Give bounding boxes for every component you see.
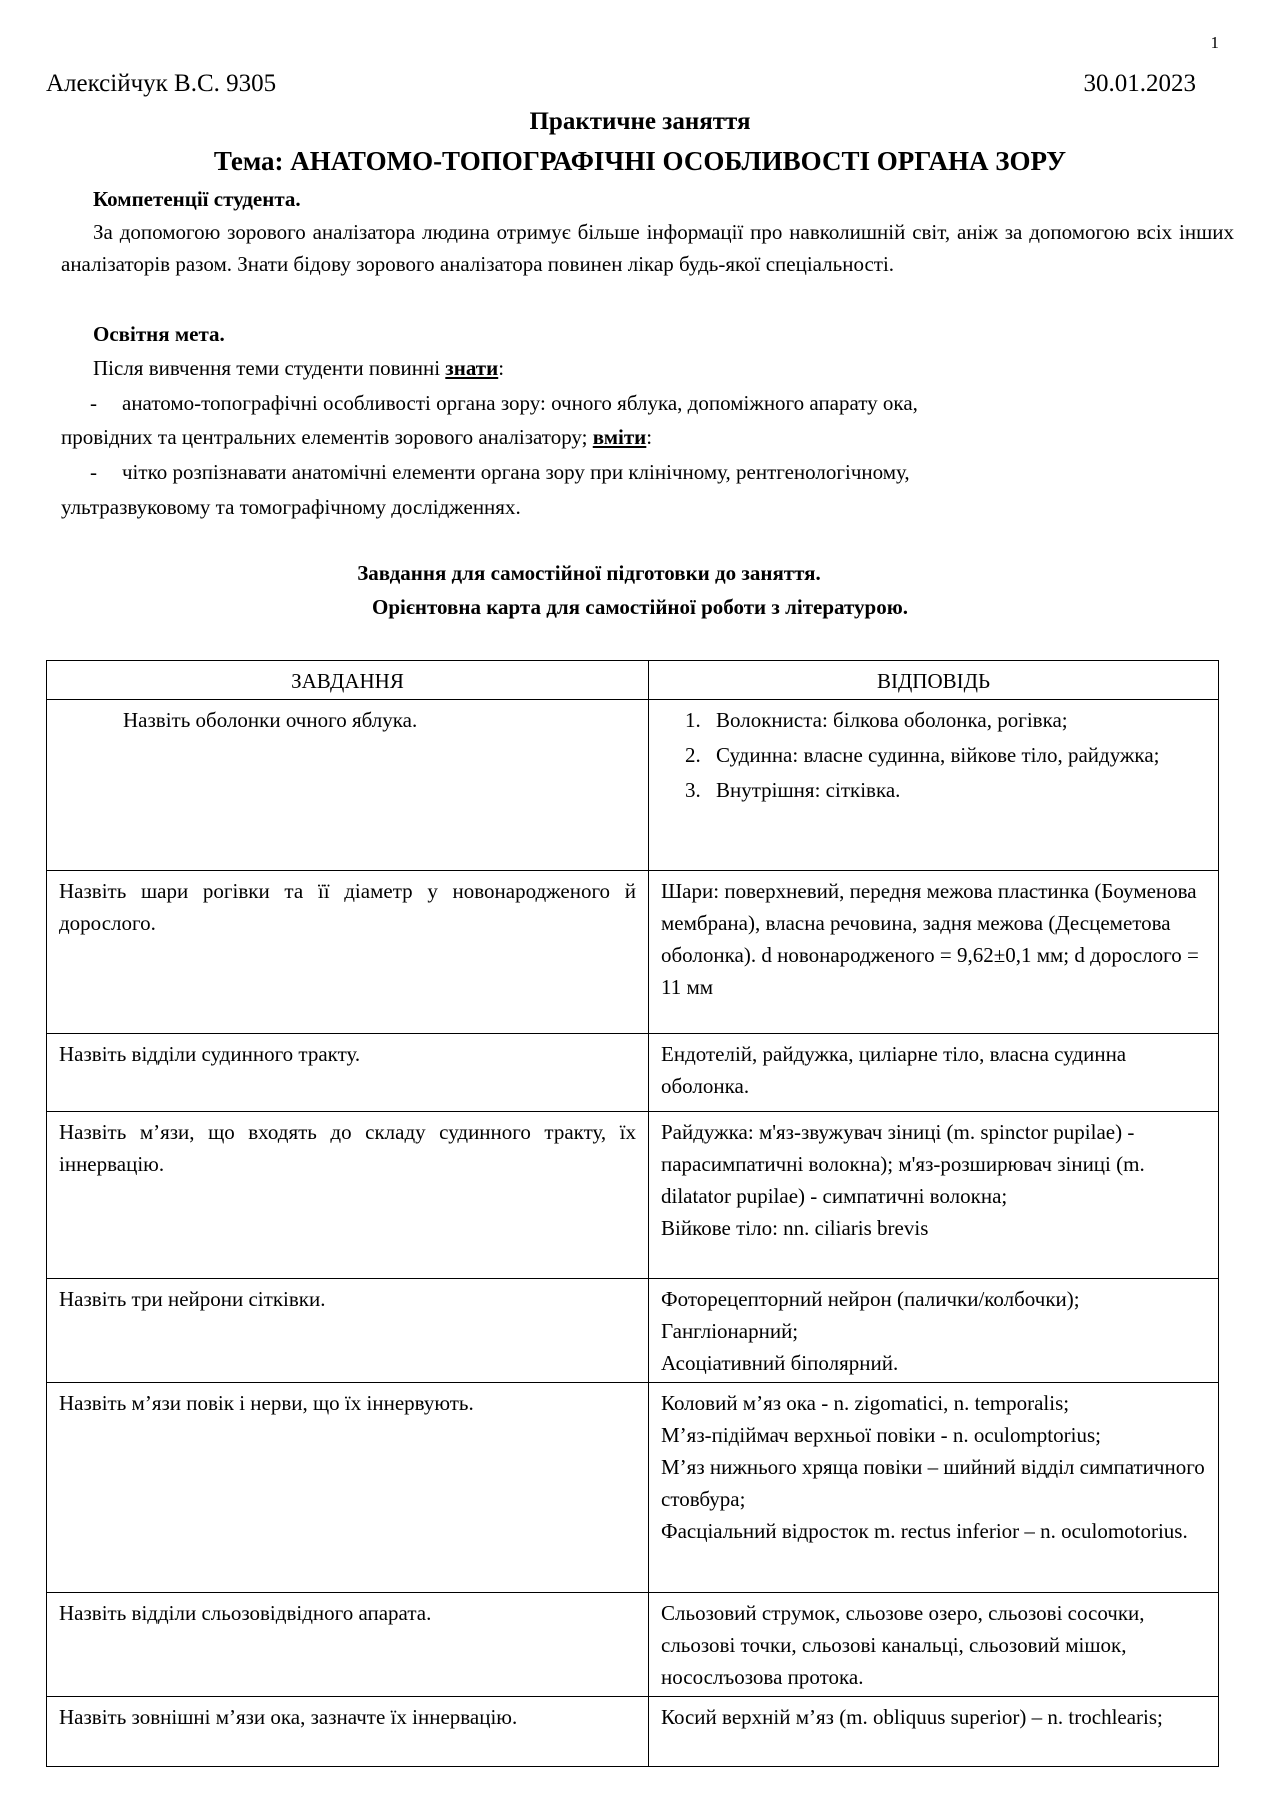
table-row [47,1383,1219,1593]
answer-cell [649,1279,1219,1383]
list-item: 2. Судинна: власне судинна, війкове тіло, райдужка; [706,739,1206,771]
can-dash: - [90,460,97,484]
table-header-row [47,661,1219,700]
can-item: чітко розпізнавати анатомічні елементи органа зору при клінічному, рентгенологічному, [122,460,910,484]
document-topic: Тема: АНАТОМО-ТОПОГРАФІЧНІ ОСОБЛИВОСТІ ОРГАНА ЗОРУ [213,146,1067,176]
answer-cell: Шари: поверхневий, передня межова пластинка (Боуменова мембрана), власна речовина, задня межова (Десцеметова оболонка). d новонародженого = 9,62±0,1 мм; d дорослого = 11 мм [649,871,1219,1034]
table-row [47,871,1219,1034]
goal-heading: Освітня мета. [93,322,225,346]
know-item-cont-line [61,421,652,453]
question-cell: Назвіть м’язи повік і нерви, що їх іннервують. [47,1383,649,1593]
answer-line: Асоціативний біполярний. [661,1351,899,1375]
question-cell: Назвіть м’язи, що входять до складу судинного тракту, їх іннервацію. [47,1112,649,1279]
question-cell: Назвіть відділи сльозовідвідного апарата. [47,1593,649,1697]
answer-line: Гангліонарний; [661,1319,799,1343]
goal-intro-line [93,352,504,384]
answer-cell: Сльозовий струмок, сльозове озеро, сльозові сосочки, сльозові точки, сльозові канальці, сльозовий мішок, носослъозова протока. [649,1593,1219,1697]
answer-cell [649,1112,1219,1279]
answer-cell: Косий верхній м’яз (m. obliquus superior) – n. trochlearis; [649,1697,1219,1767]
answer-cell [649,700,1219,871]
table-row [47,1697,1219,1767]
can-item-cont: ультразвуковому та томографічному дослідженнях. [61,495,521,519]
know-item: анатомо-топографічні особливості органа зору: очного яблука, допоміжного апарату ока, [122,391,918,415]
question-cell: Назвіть шари рогівки та її діаметр у новонародженого й дорослого. [47,871,649,1034]
tasks-heading: Завдання для самостійної підготовки до заняття. [357,561,821,585]
know-colon: : [498,356,505,380]
document-title: Практичне заняття [529,108,751,135]
answer-line: Райдужка: м'яз-звужувач зіниці (m. spinctor pupilae) - парасимпатичні волокна); м'яз-розширювач зіниці (m. dilatator pupilae) - симпатичні волокна; [661,1120,1145,1208]
map-heading: Орієнтовна карта для самостійної роботи з літературою. [372,595,908,619]
question-cell: Назвіть зовнішні м’язи ока, зазначте їх іннервацію. [47,1697,649,1767]
question-cell: Назвіть відділи судинного тракту. [47,1034,649,1112]
table-row [47,1279,1219,1383]
answer-cell: Ендотелій, райдужка, циліарне тіло, власна судинна оболонка. [649,1034,1219,1112]
table-row [47,1034,1219,1112]
answer-line: М’яз-підіймач верхньої повіки - n. oculomptorius; [661,1423,1101,1447]
can-colon: : [646,425,653,449]
list-item: 1. Волокниста: білкова оболонка, рогівка; [706,704,1206,736]
answer-line: М’яз нижнього хряща повіки – шийний відділ симпатичного стовбура; [661,1455,1205,1511]
document-date: 30.01.2023 [1083,70,1196,97]
competence-heading: Компетенції студента. [93,187,301,211]
table-row [47,1593,1219,1697]
question-cell: Назвіть три нейрони сітківки. [47,1279,649,1383]
answer-line: Фасціальний відросток m. rectus inferior – n. oculomotorius. [661,1519,1188,1543]
page-number: 1 [1210,33,1219,52]
question-text: Назвіть оболонки очного яблука. [123,708,418,732]
know-label: знати [445,356,499,380]
know-dash: - [90,391,97,415]
tasks-table [46,660,1219,1767]
goal-intro: Після вивчення теми студенти повинні [93,356,441,380]
can-label: вміти [592,425,647,449]
question-cell [47,700,649,871]
answer-list [661,704,1206,806]
list-item: 3. Внутрішня: сітківка. [706,774,1206,806]
answer-line: Війкове тіло: nn. ciliaris brevis [661,1216,929,1240]
answer-line: Фоторецепторний нейрон (палички/колбочки); [661,1287,1080,1311]
header-task: ЗАВДАННЯ [47,661,649,700]
table-row [47,1112,1219,1279]
answer-cell [649,1383,1219,1593]
know-item-cont: провідних та центральних елементів зорового аналізатору; [61,425,588,449]
author-name: Алексійчук В.С. 9305 [46,70,277,97]
answer-line: Коловий м’яз ока - n. zigomatici, n. temporalis; [661,1391,1070,1415]
table-row [47,700,1219,871]
header-answer: ВІДПОВІДЬ [649,661,1219,700]
competence-text: За допомогою зорового аналізатора людина отримує більше інформації про навколишній світ, аніж за допомогою всіх інших аналізаторів разом. Знати бідову зорового аналізатора повинен лікар будь-якої спеціальності. [61,220,1234,276]
